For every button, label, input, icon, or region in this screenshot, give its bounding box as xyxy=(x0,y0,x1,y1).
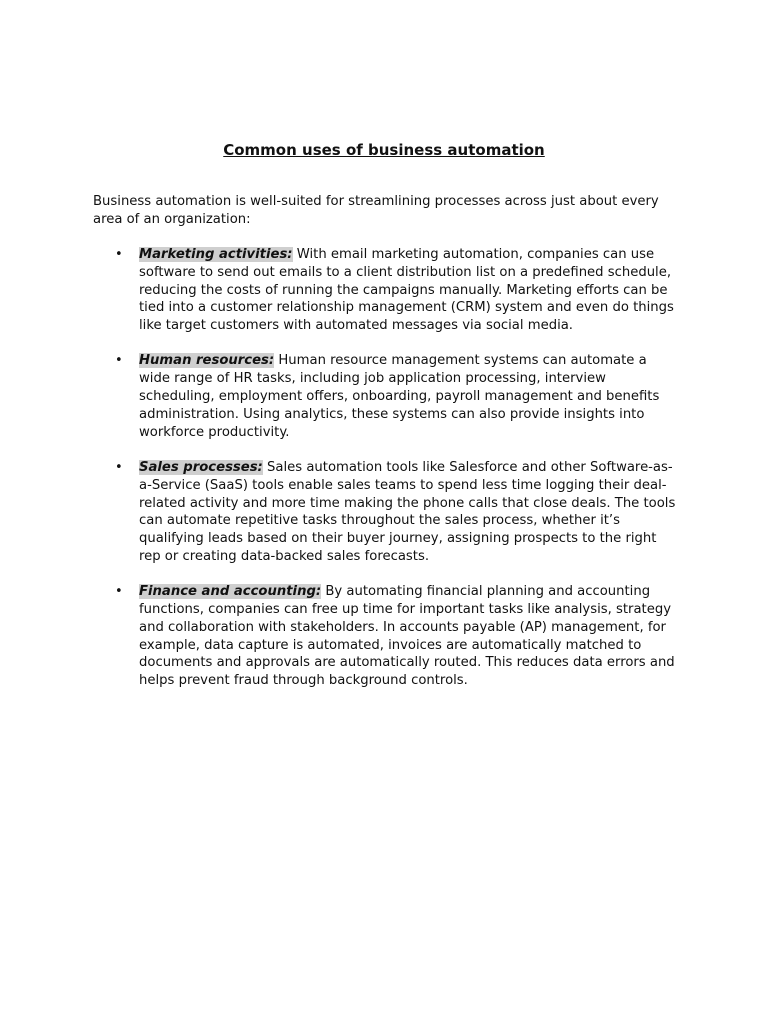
list-item-finance xyxy=(93,583,678,690)
list-item-sales xyxy=(93,459,678,566)
list-item-human-resources xyxy=(93,352,678,441)
item-text: Sales automation tools like Salesforce and other Software-as-a-Service (SaaS) tools enable sales teams to spend less time logging their deal-related activity and more time making the phone calls that close deals. The tools can automate repetitive tasks throughout the sales process, whether it’s qualifying leads based on their buyer journey, assigning prospects to the right rep or creating data-backed sales forecasts. xyxy=(139,459,676,564)
uses-list xyxy=(93,246,678,708)
intro-paragraph: Business automation is well-suited for streamlining processes across just about every area of an organization: xyxy=(93,194,659,227)
bullet-icon: • xyxy=(115,247,123,262)
item-text: With email marketing automation, companies can use software to send out emails to a client distribution list on a predefined schedule, reducing the costs of running the campaigns manually. Marketing efforts can be tied into a customer relationship management (CRM) system and even do things like target customers with automated messages via social media. xyxy=(139,247,674,334)
bullet-icon: • xyxy=(115,584,123,600)
document-title: Common uses of business automation xyxy=(223,141,545,159)
item-label: Marketing activities: xyxy=(139,247,293,262)
item-label: Sales processes: xyxy=(139,459,263,475)
bullet-icon: • xyxy=(115,353,123,369)
item-text: Human resource management systems can automate a wide range of HR tasks, including job application processing, interview scheduling, employment offers, onboarding, payroll management and benefits administration. Using analytics, these systems can also provide insights into workforce productivity. xyxy=(139,353,660,440)
item-label: Human resources: xyxy=(139,353,275,369)
list-item-marketing xyxy=(93,246,678,335)
item-label: Finance and accounting: xyxy=(139,584,322,600)
bullet-icon: • xyxy=(115,459,123,475)
item-text: By automating financial planning and accounting functions, companies can free up time for important tasks like analysis, strategy and collaboration with stakeholders. In accounts payable (AP) management, for example, data capture is automated, invoices are automatically matched to documents and approvals are automatically routed. This reduces data errors and helps prevent fraud through background controls. xyxy=(139,584,675,689)
